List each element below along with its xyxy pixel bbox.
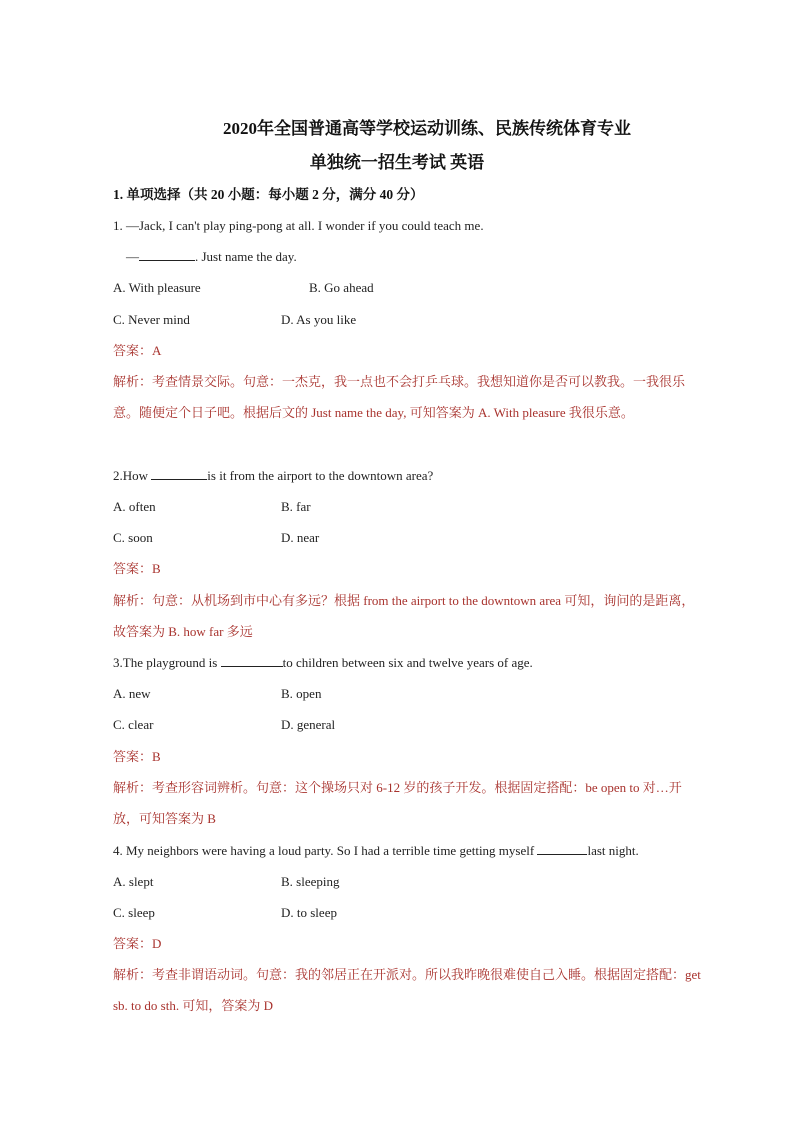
question-3-analysis: 解析：考查形容词辨析。句意：这个操场只对 6-12 岁的孩子开发。根据固定搭配：be open to 对…开放，可知答案为 B [113,780,682,826]
question-1-answer: 答案：A [113,343,162,358]
question-1-option-d: D. As you like [281,312,357,327]
question-2-stem-post: is it from the airport to the downtown area? [207,468,434,483]
question-3-stem [113,654,533,672]
document-title-line2: 单独统一招生考试 英语 [309,153,485,172]
question-2-option-b: B. far [281,499,311,514]
question-3-stem-post: to children between six and twelve years of age. [282,655,533,670]
question-1-stem: 1. —Jack, I can't play ping-pong at all. I wonder if you could teach me. [113,218,484,233]
question-1-option-c: C. Never mind [113,312,190,327]
question-1-option-a: A. With pleasure [113,280,201,295]
question-1-reply-text: . Just name the day. [195,249,297,264]
question-4-analysis: 解析：考查非谓语动词。句意：我的邻居正在开派对。所以我昨晚很难使自己入睡。根据固定搭配：get sb. to do sth. 可知，答案为 D [113,967,701,1013]
question-3-stem-pre: 3.The playground is [113,655,221,670]
question-2-answer: 答案：B [113,561,161,576]
question-4-stem [113,842,639,860]
question-4-option-c: C. sleep [113,905,155,920]
question-4-option-d: D. to sleep [281,905,337,920]
question-3-option-a: A. new [113,686,151,701]
question-3-option-c: C. clear [113,717,154,732]
question-2-stem-pre: 2.How [113,468,152,483]
question-1-reply [126,248,297,266]
document-title-line1: 2020年全国普通高等学校运动训练、民族传统体育专业 [223,119,631,138]
question-2-option-c: C. soon [113,530,153,545]
question-1-option-b: B. Go ahead [309,280,374,295]
question-3-option-d: D. general [281,717,336,732]
question-3-blank [221,654,283,667]
question-4-blank [537,842,587,855]
question-2-option-a: A. often [113,499,156,514]
question-4-stem-pre: 4. My neighbors were having a loud party. So I had a terrible time getting myself [113,843,538,858]
section-heading: 1. 单项选择（共 20 小题：每小题 2 分，满分 40 分） [113,187,424,202]
question-4-option-a: A. slept [113,874,154,889]
question-4-answer: 答案：D [113,936,162,951]
question-2-blank [151,467,207,480]
question-2-analysis: 解析：句意：从机场到市中心有多远？根据 from the airport to the downtown area 可知，询问的是距离，故答案为 B. how far 多远 [113,593,695,639]
question-1-analysis: 解析：考查情景交际。句意：一杰克，我一点也不会打乒乓球。我想知道你是否可以教我。一我很乐意。随便定个日子吧。根据后文的 Just name the day, 可知答案为 A. With pleasure 我很乐意。 [113,374,686,420]
question-3-answer: 答案：B [113,749,161,764]
question-4-option-b: B. sleeping [281,874,340,889]
question-2-stem [113,467,433,485]
question-1-reply-dash: — [126,249,139,264]
question-4-stem-post: last night. [587,843,639,858]
question-2-option-d: D. near [281,530,320,545]
question-1-blank [139,248,195,261]
question-3-option-b: B. open [281,686,322,701]
